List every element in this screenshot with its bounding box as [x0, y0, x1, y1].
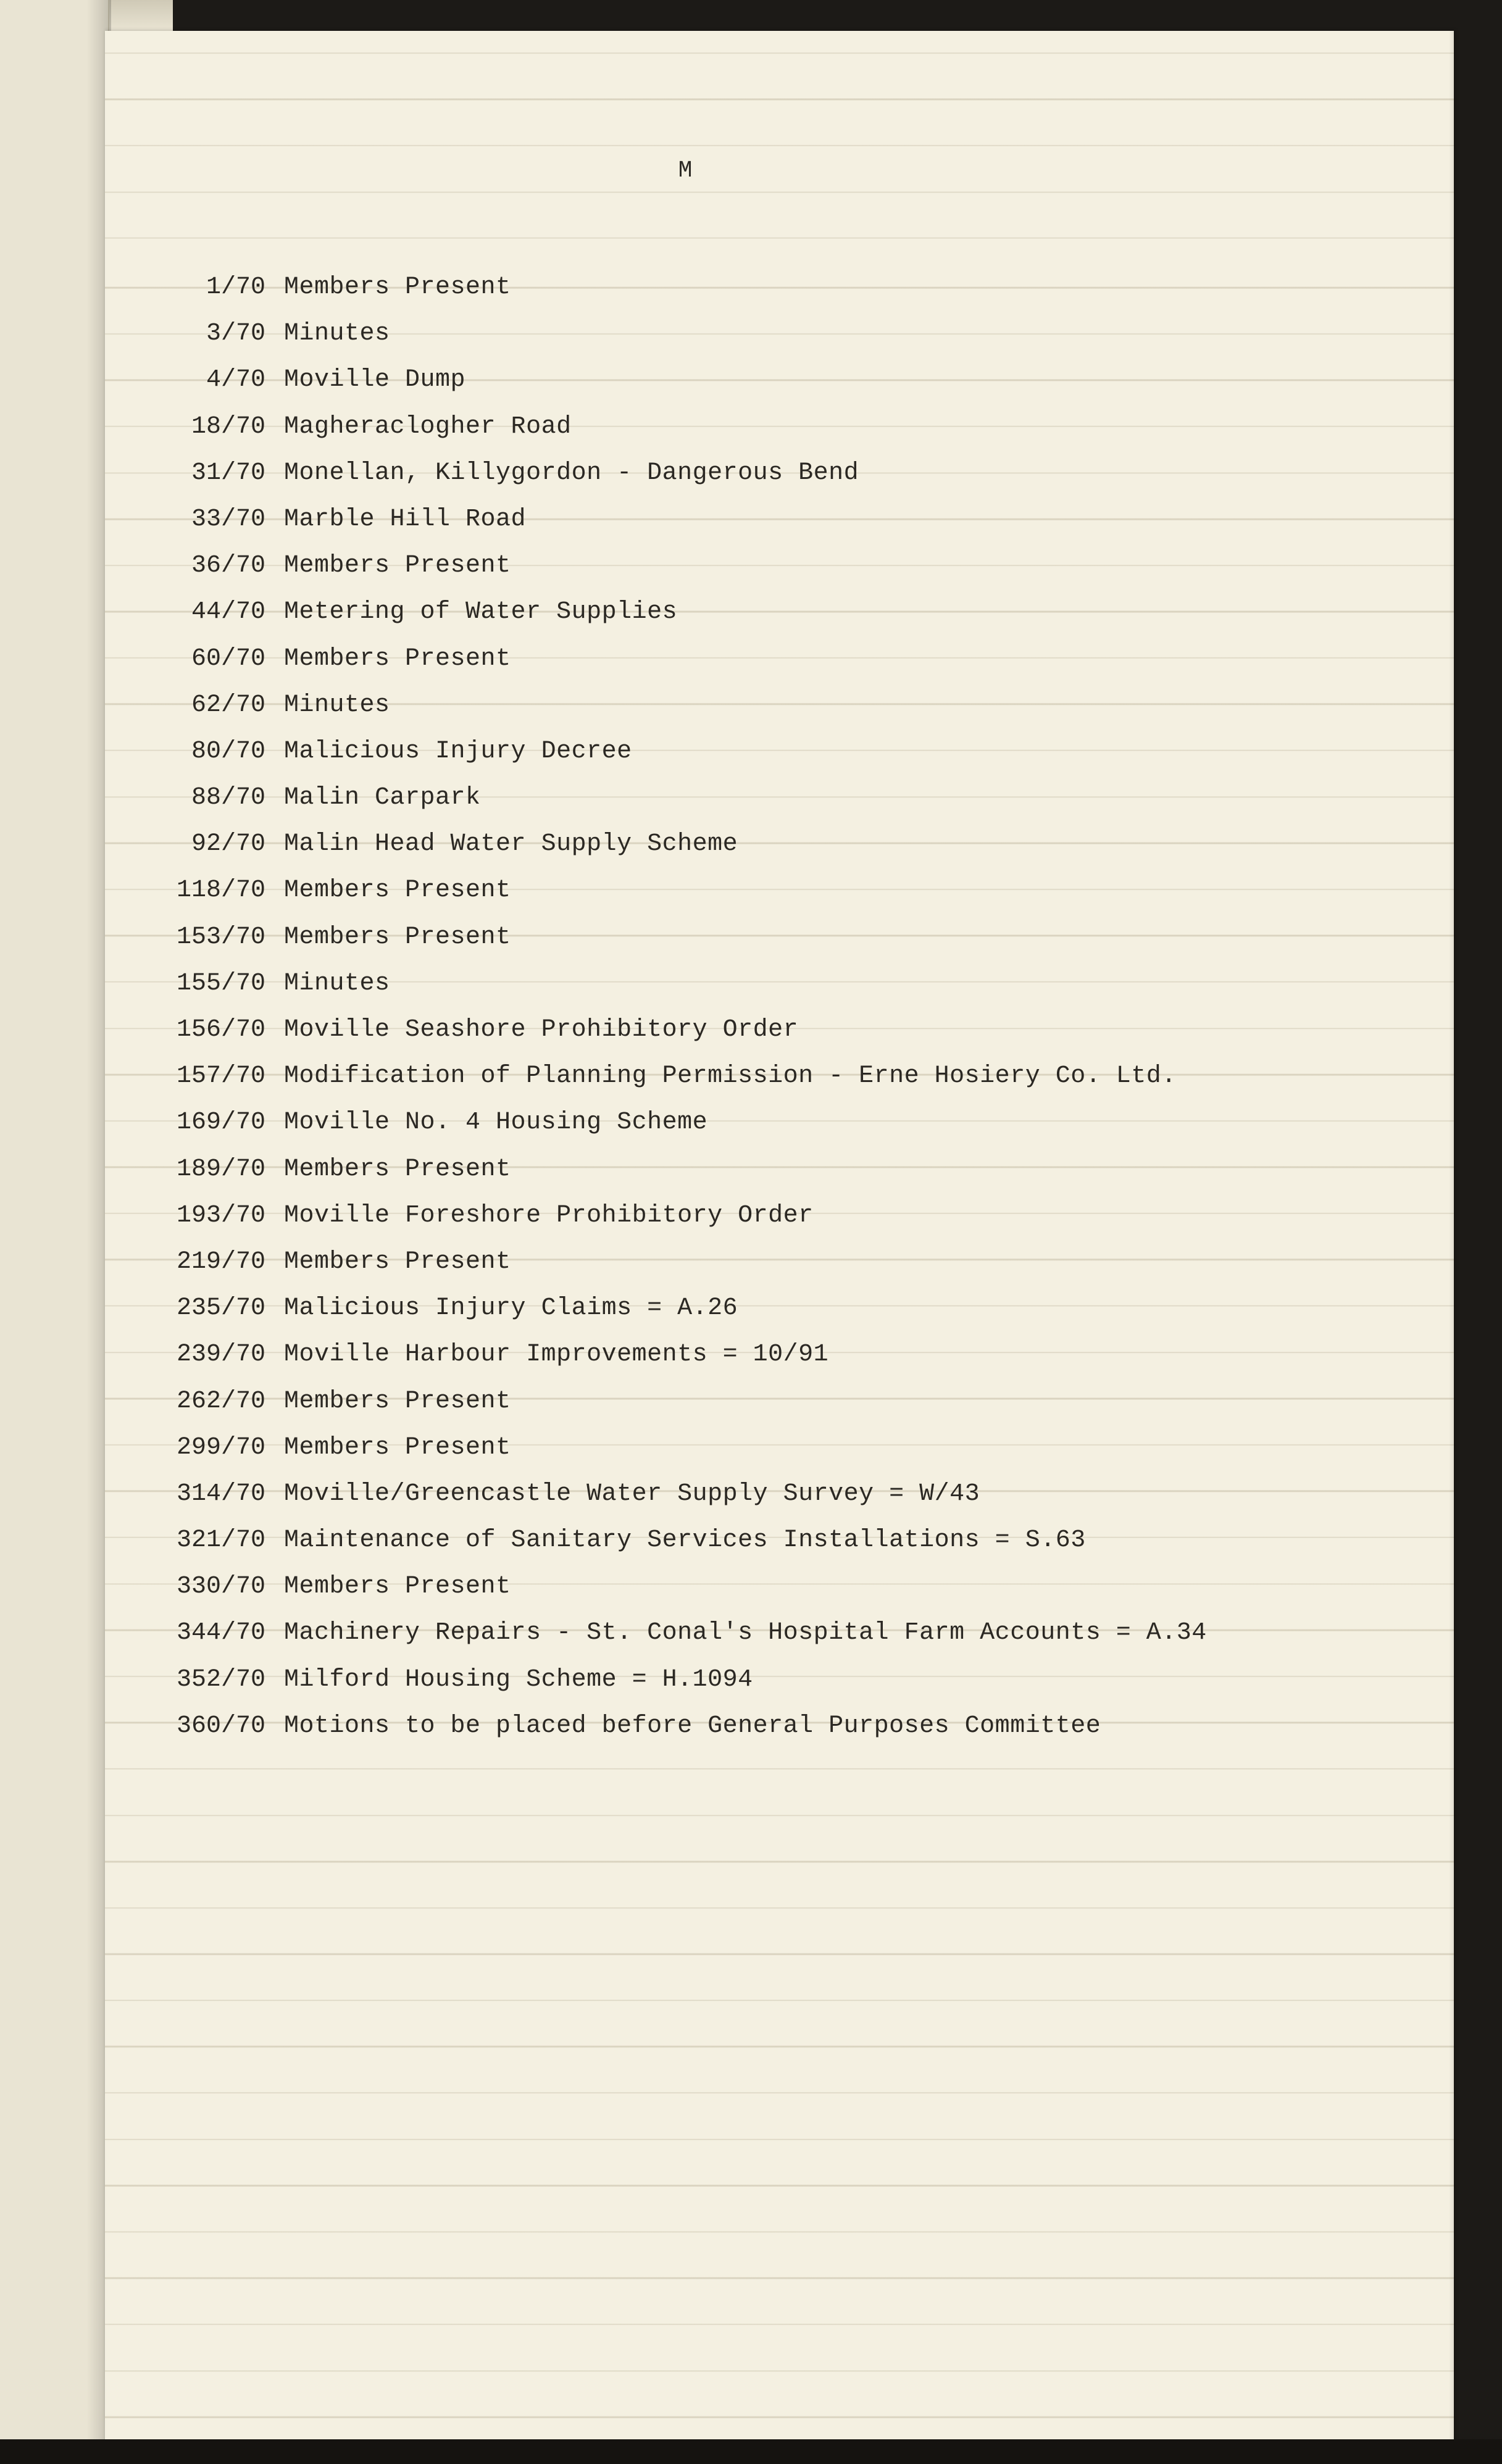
minute-reference: 153/70	[176, 923, 265, 951]
minute-reference: 330/70	[176, 1573, 265, 1601]
index-entry	[105, 1471, 1401, 1517]
minute-reference: 239/70	[176, 1341, 265, 1369]
minute-reference: 235/70	[176, 1294, 265, 1323]
index-entry	[105, 728, 1401, 775]
ledger-page	[105, 31, 1454, 2441]
minute-reference: 189/70	[176, 1155, 265, 1183]
entry-subject: Members Present	[284, 552, 511, 580]
index-entry	[105, 682, 1401, 728]
minute-reference: 4/70	[206, 366, 265, 394]
index-entry	[105, 357, 1401, 403]
entry-subject: Machinery Repairs - St. Conal's Hospital Farm Accounts = A.34	[284, 1619, 1207, 1647]
minute-reference: 1/70	[206, 273, 265, 301]
minute-reference: 360/70	[176, 1712, 265, 1740]
index-entry	[105, 496, 1401, 543]
entry-subject: Moville No. 4 Housing Scheme	[284, 1109, 708, 1137]
entry-subject: Moville Foreshore Prohibitory Order	[284, 1201, 814, 1230]
index-entry	[105, 914, 1401, 960]
entry-subject: Members Present	[284, 1247, 511, 1276]
entry-subject: Moville Seashore Prohibitory Order	[284, 1016, 799, 1044]
entry-subject: Members Present	[284, 1573, 511, 1601]
index-entry	[105, 775, 1401, 821]
index-entry	[105, 1146, 1401, 1192]
minute-reference: 262/70	[176, 1387, 265, 1415]
index-entry	[105, 960, 1401, 1007]
index-entry	[105, 636, 1401, 682]
minute-reference: 36/70	[191, 552, 265, 580]
entry-subject: Modification of Planning Permission - Erne Hosiery Co. Ltd.	[284, 1062, 1177, 1091]
entry-subject: Moville Harbour Improvements = 10/91	[284, 1341, 829, 1369]
index-entry	[105, 1657, 1401, 1703]
minute-reference: 299/70	[176, 1433, 265, 1462]
minute-reference: 155/70	[176, 969, 265, 997]
index-entry	[105, 1239, 1401, 1285]
index-entry	[105, 450, 1401, 496]
minute-reference: 193/70	[176, 1201, 265, 1230]
index-entry	[105, 1517, 1401, 1563]
entry-subject: Members Present	[284, 1433, 511, 1462]
index-entry	[105, 1703, 1401, 1749]
minute-reference: 344/70	[176, 1619, 265, 1647]
entry-subject: Members Present	[284, 1155, 511, 1183]
index-entry	[105, 1610, 1401, 1656]
index-entry	[105, 1563, 1401, 1610]
index-entry	[105, 310, 1401, 357]
entry-subject: Metering of Water Supplies	[284, 598, 678, 626]
index-entry	[105, 1285, 1401, 1331]
index-entry	[105, 1192, 1401, 1239]
minute-reference: 88/70	[191, 784, 265, 812]
minute-reference: 118/70	[176, 876, 265, 905]
minute-reference: 31/70	[191, 459, 265, 487]
minute-reference: 92/70	[191, 830, 265, 859]
entry-subject: Minutes	[284, 320, 390, 348]
minute-reference: 62/70	[191, 691, 265, 719]
index-entry	[105, 1007, 1401, 1053]
entry-subject: Members Present	[284, 1387, 511, 1415]
minute-reference: 352/70	[176, 1665, 265, 1694]
minute-reference: 321/70	[176, 1526, 265, 1555]
minute-reference: 169/70	[176, 1109, 265, 1137]
minute-reference: 60/70	[191, 644, 265, 673]
minute-reference: 3/70	[206, 320, 265, 348]
index-entry	[105, 1425, 1401, 1471]
entry-subject: Moville Dump	[284, 366, 466, 394]
minute-reference: 33/70	[191, 505, 265, 533]
minute-reference: 80/70	[191, 737, 265, 765]
entry-subject: Marble Hill Road	[284, 505, 527, 533]
entry-subject: Members Present	[284, 876, 511, 905]
entry-subject: Motions to be placed before General Purposes Committee	[284, 1712, 1101, 1740]
entry-subject: Members Present	[284, 923, 511, 951]
entry-subject: Malicious Injury Claims = A.26	[284, 1294, 738, 1323]
entry-subject: Magheraclogher Road	[284, 412, 572, 441]
entry-subject: Minutes	[284, 969, 390, 997]
index-entry	[105, 1331, 1401, 1378]
index-entry-list	[105, 264, 1401, 1749]
entry-subject: Minutes	[284, 691, 390, 719]
index-entry	[105, 1053, 1401, 1099]
entry-subject: Members Present	[284, 644, 511, 673]
index-entry	[105, 1378, 1401, 1425]
minute-reference: 157/70	[176, 1062, 265, 1091]
index-letter-heading: M	[678, 157, 693, 184]
entry-subject: Malin Head Water Supply Scheme	[284, 830, 738, 859]
minute-reference: 156/70	[176, 1016, 265, 1044]
index-entry	[105, 264, 1401, 310]
minute-reference: 219/70	[176, 1247, 265, 1276]
scan-bottom-edge	[0, 2439, 1502, 2464]
index-entry	[105, 821, 1401, 867]
entry-subject: Monellan, Killygordon - Dangerous Bend	[284, 459, 859, 487]
index-entry	[105, 543, 1401, 589]
minute-reference: 44/70	[191, 598, 265, 626]
entry-subject: Moville/Greencastle Water Supply Survey = W/43	[284, 1480, 980, 1508]
entry-subject: Milford Housing Scheme = H.1094	[284, 1665, 753, 1694]
entry-subject: Maintenance of Sanitary Services Installations = S.63	[284, 1526, 1086, 1555]
entry-subject: Malicious Injury Decree	[284, 737, 632, 765]
entry-subject: Members Present	[284, 273, 511, 301]
entry-subject: Malin Carpark	[284, 784, 481, 812]
minute-reference: 314/70	[176, 1480, 265, 1508]
minute-reference: 18/70	[191, 412, 265, 441]
index-entry	[105, 589, 1401, 635]
page-edge-shadow	[1449, 31, 1454, 2441]
index-entry	[105, 1099, 1401, 1146]
index-entry	[105, 404, 1401, 450]
index-entry	[105, 867, 1401, 914]
